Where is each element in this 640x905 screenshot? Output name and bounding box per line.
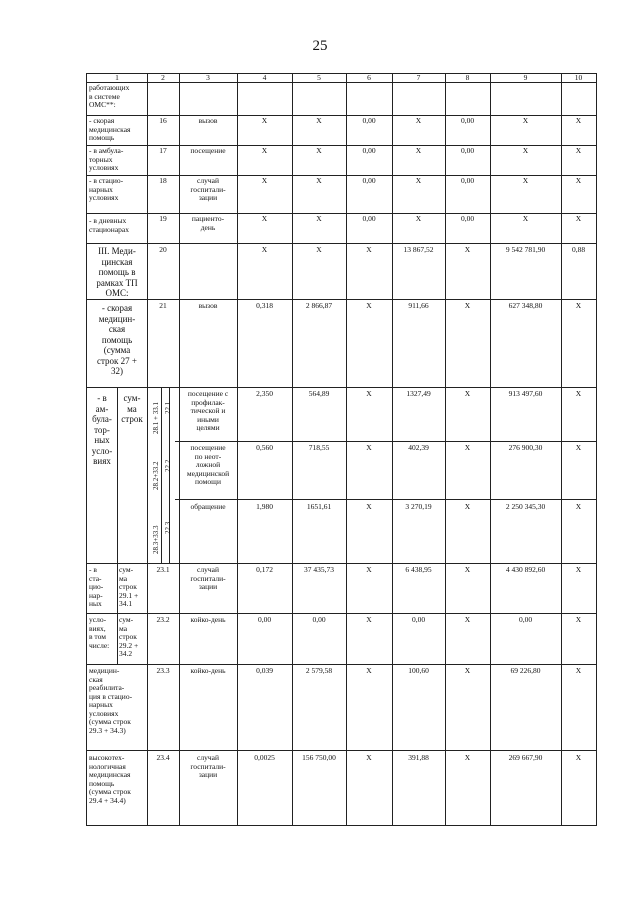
table-rule [87, 387, 596, 388]
table-cell: X [575, 146, 582, 155]
table-cell: X [575, 615, 582, 624]
table-cell: 23.1 [156, 565, 170, 574]
table-cell: 2 866,87 [305, 301, 333, 310]
table-cell: X [415, 176, 422, 185]
table-cell: 156 750,00 [302, 753, 336, 762]
column-header: 4 [262, 73, 267, 82]
table-cell: 23.3 [156, 666, 170, 675]
table-cell: 0,00 [518, 615, 533, 624]
table-cell: X [575, 214, 582, 223]
table-cell: X [316, 245, 322, 254]
table-cell: 4 430 892,60 [505, 565, 546, 574]
table-cell: 0,560 [256, 443, 273, 452]
table-cell: 0,00 [257, 615, 272, 624]
row-number-rotated: 22.2 [164, 459, 172, 472]
table-cell: X [366, 245, 372, 254]
table-cell: X [522, 176, 529, 185]
table-rule [87, 613, 596, 614]
table-cell: X [464, 565, 471, 574]
table-cell: 0,00 [362, 214, 376, 223]
table-cell: X [316, 146, 322, 155]
table-cell: 3 270,19 [405, 502, 432, 511]
table-cell: 17 [159, 146, 167, 155]
table-cell: X [575, 565, 582, 574]
table-cell: X [366, 389, 372, 398]
table-cell: 13 867,52 [403, 245, 434, 254]
table-cell: 0,00 [460, 146, 475, 155]
table-cell: X [464, 301, 471, 310]
table-cell: X [415, 116, 422, 125]
table-cell: X [464, 502, 471, 511]
table-cell: случай госпитали- зации [190, 176, 226, 202]
table-cell: X [575, 301, 582, 310]
table-rule [117, 563, 118, 664]
table-cell: 0,172 [256, 565, 273, 574]
table-cell: X [366, 666, 372, 675]
table-cell: X [464, 615, 471, 624]
table-cell: случай госпитали- зации [190, 565, 226, 591]
table-cell: X [575, 116, 582, 125]
table-cell: X [575, 666, 582, 675]
table-rule [161, 387, 162, 563]
table-cell: X [464, 443, 471, 452]
table-cell: 69 226,80 [510, 666, 541, 675]
column-header: 6 [367, 73, 371, 82]
table-cell: X [575, 176, 582, 185]
table-cell: 9 542 781,90 [505, 245, 546, 254]
table-cell: 0,00 [362, 146, 376, 155]
row-label: - скорая медицинская помощь [89, 116, 131, 142]
table-cell: X [415, 214, 422, 223]
row-label: - в ам- була- тор- ных усло- виях [91, 393, 113, 466]
table-cell: 0,00 [362, 116, 376, 125]
table-cell: посещение [190, 146, 226, 155]
table-rule [147, 74, 148, 825]
table-cell: 1651,61 [306, 502, 332, 511]
table-cell: X [261, 176, 268, 185]
page-number: 25 [312, 38, 328, 54]
table-cell: 0,318 [256, 301, 273, 310]
table-cell: 0,0025 [254, 753, 275, 762]
table-cell: X [261, 146, 268, 155]
table-cell: X [316, 214, 322, 223]
row-number-rotated: 22.3 [164, 521, 172, 534]
table-cell: X [464, 666, 471, 675]
row-label: сум- ма строк [121, 393, 143, 424]
table-cell: 23.4 [156, 753, 170, 762]
table-cell: X [575, 753, 582, 762]
row-number-rotated: 28.3+33.3 [152, 525, 160, 554]
table-cell: 100,60 [408, 666, 429, 675]
row-number-rotated: 28.1 + 33.1 [152, 402, 160, 434]
table-cell: 627 348,80 [508, 301, 543, 310]
table-cell: 0,88 [571, 245, 586, 254]
table-rule [87, 243, 596, 244]
row-label: сум- ма строк 29.1 + 34.1 [119, 565, 139, 608]
table-cell: X [522, 146, 529, 155]
table-cell: вызов [198, 301, 218, 310]
table-cell: 0,039 [256, 666, 273, 675]
table-rule [175, 441, 596, 442]
table-cell: 20 [159, 245, 167, 254]
column-header: 9 [523, 73, 528, 82]
data-table [86, 73, 597, 826]
row-label: - в стацио- нарных условиях [89, 176, 124, 202]
table-cell: X [366, 615, 372, 624]
table-cell: X [261, 245, 268, 254]
row-label: медицин- ская реабилита- ция в стацио- нарных условиях (сумма строк 29.3 + 34.3) [89, 666, 133, 735]
row-label: - скорая медицин- ская помощь (сумма строк 27 + 32) [97, 303, 137, 376]
table-cell: 19 [159, 214, 167, 223]
row-label: - в дневных стационарах [89, 216, 129, 234]
column-header: 2 [161, 73, 165, 82]
table-cell: X [366, 301, 372, 310]
table-cell: 2 250 345,30 [505, 502, 546, 511]
table-cell: 18 [159, 176, 167, 185]
table-cell: койко-день [190, 615, 226, 624]
table-cell: 2,350 [256, 389, 273, 398]
table-cell: 1327,49 [406, 389, 431, 398]
table-cell: X [464, 389, 471, 398]
column-header: 3 [206, 73, 210, 82]
column-header: 1 [115, 73, 119, 82]
table-cell: X [464, 753, 471, 762]
table-cell: койко-день [190, 666, 226, 675]
table-cell: 911,66 [408, 301, 429, 310]
table-rule [87, 299, 596, 300]
table-cell: X [575, 443, 582, 452]
table-cell: X [522, 214, 529, 223]
column-header: 5 [317, 73, 321, 82]
table-cell: X [575, 389, 582, 398]
table-cell: X [261, 116, 268, 125]
table-cell: X [522, 116, 529, 125]
table-cell: 23.2 [156, 615, 170, 624]
table-rule [87, 750, 596, 751]
section-heading: III. Меди- цинская помощь в рамках ТП ОМС: [96, 246, 138, 298]
row-label: работающих в системе ОМС**: [89, 83, 130, 109]
table-cell: вызов [198, 116, 218, 125]
table-cell: 16 [159, 116, 167, 125]
table-rule [175, 499, 596, 500]
table-cell: 913 497,60 [508, 389, 543, 398]
column-header: 7 [416, 73, 421, 82]
column-header: 8 [465, 73, 470, 82]
table-cell: посещение по неот- ложной медицинской помощи [186, 443, 230, 486]
table-cell: 2 579,58 [305, 666, 333, 675]
row-number-rotated: 22.1 [164, 401, 172, 414]
row-number-rotated: 28.2+33.2 [152, 461, 160, 490]
table-cell: 0,00 [411, 615, 426, 624]
table-cell: 564,89 [308, 389, 330, 398]
table-cell: X [316, 116, 322, 125]
column-header: 10 [574, 73, 583, 82]
row-label: сум- ма строк 29.2 + 34.2 [119, 615, 139, 658]
table-cell: X [464, 245, 471, 254]
table-cell: 1,980 [256, 502, 273, 511]
row-label: высокотех- нологичная медицинская помощь (сумма строк 29.4 + 34.4) [89, 753, 131, 805]
table-cell: 391,88 [408, 753, 429, 762]
table-cell: X [366, 502, 372, 511]
table-cell: 269 667,90 [508, 753, 543, 762]
table-cell: случай госпитали- зации [190, 753, 226, 779]
table-cell: X [415, 146, 422, 155]
row-label: усло- виях, в том числе: [89, 615, 110, 650]
table-cell: 0,00 [362, 176, 376, 185]
table-cell: 0,00 [460, 176, 475, 185]
table-rule [87, 563, 596, 564]
table-cell: X [575, 502, 582, 511]
table-cell: посещение с профилак- тической и иными целями [187, 389, 229, 432]
table-cell: пациенто- день [191, 214, 225, 232]
table-cell: X [316, 176, 322, 185]
table-cell: 21 [159, 301, 167, 310]
table-cell: 0,00 [460, 116, 475, 125]
table-cell: 0,00 [312, 615, 326, 624]
table-cell: 718,55 [308, 443, 330, 452]
table-cell: 6 438,95 [405, 565, 432, 574]
table-cell: 276 900,30 [508, 443, 543, 452]
table-cell: 37 435,73 [304, 565, 334, 574]
row-label: - в амбула- торных условиях [89, 146, 124, 172]
table-cell: X [366, 753, 372, 762]
table-cell: X [366, 565, 372, 574]
table-cell: X [366, 443, 372, 452]
table-cell: обращение [190, 502, 226, 511]
row-label: - в ста- цио- нар- ных [89, 565, 104, 608]
table-cell: 0,00 [460, 214, 475, 223]
table-cell: 402,39 [408, 443, 429, 452]
table-cell: X [261, 214, 268, 223]
table-rule [87, 664, 596, 665]
